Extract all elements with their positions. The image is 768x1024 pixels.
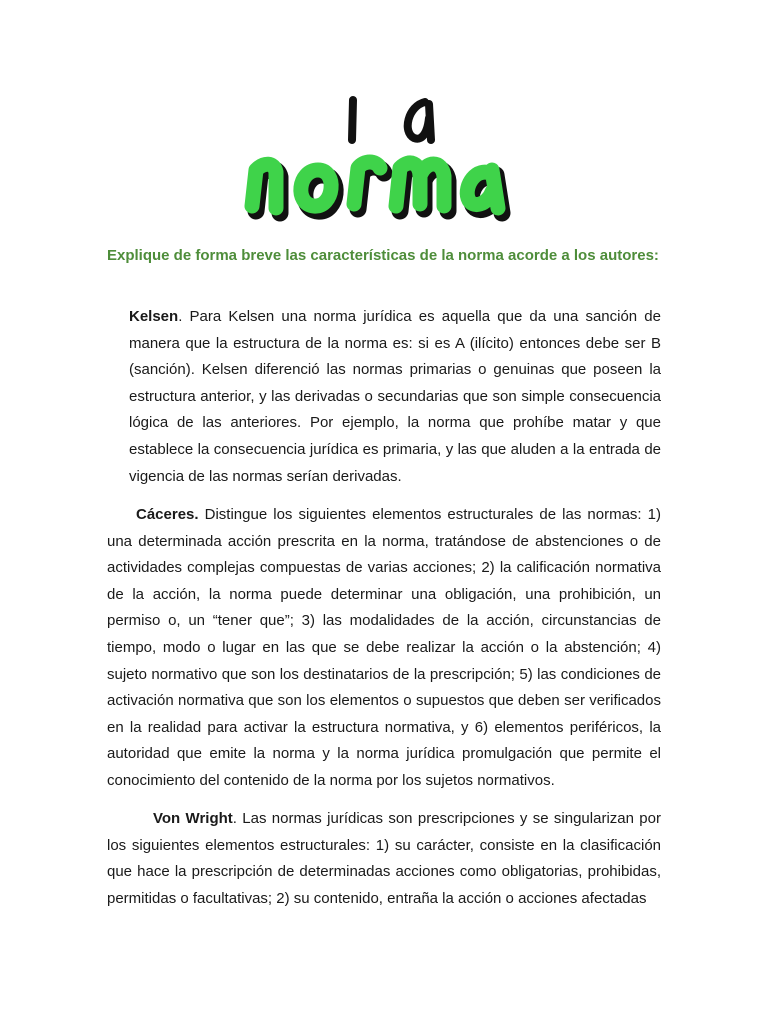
author-suffix: .	[232, 810, 237, 827]
question-heading: Explique de forma breve las características de la norma acorde a los autores:	[107, 247, 659, 264]
author-name: Cáceres.	[136, 506, 199, 523]
author-name: Von Wright	[153, 810, 233, 827]
paragraph-von-wright	[107, 806, 661, 912]
title-lettering-graphic	[230, 88, 540, 238]
author-name: Kelsen	[129, 308, 179, 325]
paragraph-kelsen	[129, 304, 661, 490]
paragraph-caceres	[107, 502, 661, 795]
paragraph-body: Distingue los siguientes elementos estructurales de las normas: 1) una determinada acción prescrita en la norma, tratándose de abstenciones o de actividades complejas compuestas de varias acciones; 2) la calificación normativa de la acción, la norma puede determinar una obligación, una prohibición, un permiso o, un “tener que”; 3) las modalidades de la acción, circunstancias de tiempo, modo o lugar en las que se debe realizar la acción o la abstención; 4) sujeto normativo que son los destinatarios de la prescripción; 5) las condiciones de activación normativa que son los elementos o supuestos que deben ser verificados en la realidad para activar la estructura normativa, y 6) elementos periféricos, la autoridad que emite la norma y la norma jurídica promulgación que permite el conocimiento del contenido de la norma por los sujetos normativos.	[107, 506, 661, 789]
title-line2-lettering	[252, 162, 502, 213]
paragraph-body: Para Kelsen una norma jurídica es aquella que da una sanción de manera que la estructura de la norma es: si es A (ilícito) entonces debe ser B (sanción). Kelsen diferenció las normas primarias o genuinas que poseen la estructura anterior, y las derivadas o secundarias que son simple consecuencia lógica de las anteriores. Por ejemplo, la norma que prohíbe matar y que establece la consecuencia jurídica es primaria, y las que aluden a la entrada de vigencia de las normas serían derivadas.	[129, 308, 661, 485]
title-lettering	[230, 88, 540, 238]
title-line1-lettering	[352, 100, 431, 140]
paragraph-body: Las normas jurídicas son prescripciones y se singularizan por los siguientes elementos estructurales: 1) su carácter, consiste en la clasificación que hace la prescripción de determinadas acciones como obligatorias, prohibidas, permitidas o facultativas; 2) su contenido, entraña la acción o acciones afectadas	[107, 810, 661, 907]
author-suffix: .	[178, 308, 183, 325]
